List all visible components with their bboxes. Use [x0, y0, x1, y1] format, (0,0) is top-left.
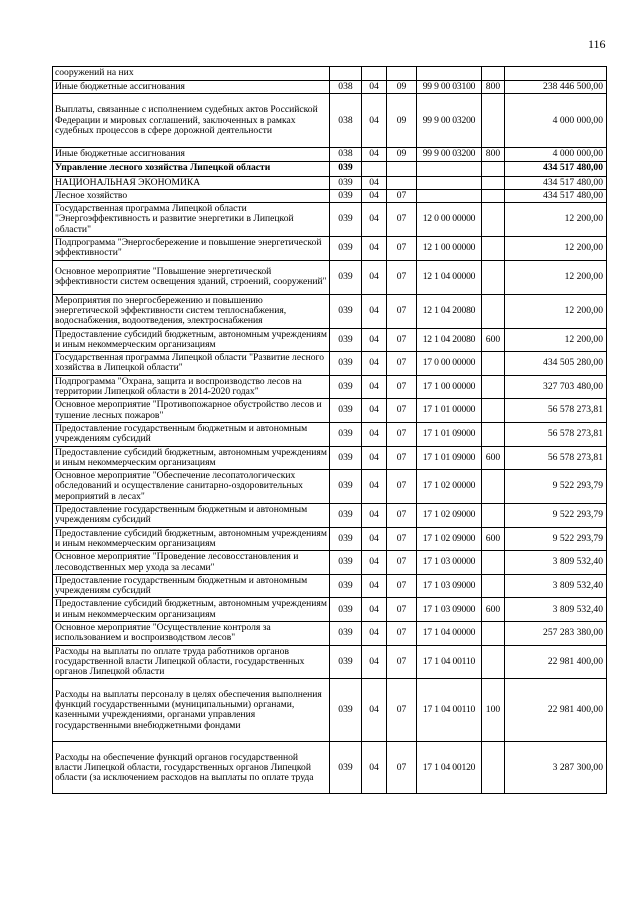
row-code-expense-type [482, 504, 505, 528]
row-sum: 9 522 293,79 [505, 504, 607, 528]
row-name: Государственная программа Липецкой области "Энергоэффективность и развитие энергетики в Липецкой области" [53, 203, 330, 237]
row-code-subsection: 07 [387, 598, 417, 622]
row-name: Предоставление субсидий бюджетным, автономным учреждениям и иным некоммерческим организациям [53, 527, 330, 551]
row-code-subsection: 07 [387, 422, 417, 446]
table-row [53, 352, 607, 376]
row-code-subsection [387, 161, 417, 176]
row-name: Государственная программа Липецкой области "Развитие лесного хозяйства в Липецкой области" [53, 352, 330, 376]
budget-table-body [53, 67, 607, 794]
row-sum: 3 809 532,40 [505, 551, 607, 575]
row-code-expense-type: 100 [482, 679, 505, 742]
row-code-department: 039 [330, 203, 362, 237]
row-name: Иные бюджетные ассигнования [53, 81, 330, 94]
row-code-department: 039 [330, 742, 362, 794]
row-code-expense-type [482, 189, 505, 202]
row-code-section: 04 [362, 375, 387, 399]
row-code-target [417, 176, 482, 189]
row-name: Основное мероприятие "Обеспечение лесопатологических обследований и осуществление санитарно-оздоровительных мероприятий в лесах" [53, 470, 330, 504]
table-row [53, 94, 607, 148]
row-sum: 4 000 000,00 [505, 148, 607, 161]
row-name: Выплаты, связанные с исполнением судебных актов Российской Федерации и мировых соглашений, заключенных в рамках судебных процессов в сфере дорожной деятельности [53, 94, 330, 148]
row-code-section: 04 [362, 237, 387, 261]
row-sum: 3 287 300,00 [505, 742, 607, 794]
row-code-subsection: 07 [387, 574, 417, 598]
row-code-section: 04 [362, 551, 387, 575]
row-code-section: 04 [362, 399, 387, 423]
row-code-target: 17 1 01 00000 [417, 399, 482, 423]
row-code-target: 17 1 04 00110 [417, 645, 482, 679]
row-sum: 12 200,00 [505, 260, 607, 294]
row-code-target: 17 1 03 09000 [417, 574, 482, 598]
row-code-section [362, 67, 387, 81]
row-code-subsection: 07 [387, 504, 417, 528]
row-name: Основное мероприятие "Осуществление контроля за использованием и воспроизводством лесов" [53, 621, 330, 645]
row-code-department: 039 [330, 375, 362, 399]
budget-table [52, 66, 607, 794]
row-code-department: 039 [330, 399, 362, 423]
row-code-department: 039 [330, 679, 362, 742]
row-sum: 3 809 532,40 [505, 574, 607, 598]
row-code-subsection: 07 [387, 294, 417, 328]
row-code-section: 04 [362, 260, 387, 294]
row-code-department: 039 [330, 422, 362, 446]
table-row [53, 527, 607, 551]
row-code-subsection: 07 [387, 446, 417, 470]
row-code-section [362, 161, 387, 176]
row-code-target: 17 1 02 09000 [417, 527, 482, 551]
table-row [53, 328, 607, 352]
row-code-subsection: 07 [387, 621, 417, 645]
row-code-section: 04 [362, 422, 387, 446]
row-code-target: 17 1 04 00000 [417, 621, 482, 645]
row-code-expense-type: 600 [482, 527, 505, 551]
table-row [53, 203, 607, 237]
row-code-target: 12 1 00 00000 [417, 237, 482, 261]
row-code-expense-type: 600 [482, 598, 505, 622]
row-name: НАЦИОНАЛЬНАЯ ЭКОНОМИКА [53, 176, 330, 189]
row-name: Предоставление государственным бюджетным и автономным учреждениям субсидий [53, 574, 330, 598]
row-code-expense-type [482, 352, 505, 376]
row-code-target: 99 9 00 03200 [417, 94, 482, 148]
row-code-department [330, 67, 362, 81]
row-code-section: 04 [362, 148, 387, 161]
row-name: Основное мероприятие "Противопожарное обустройство лесов и тушение лесных пожаров" [53, 399, 330, 423]
table-row [53, 237, 607, 261]
row-name: Основное мероприятие "Проведение лесовосстановления и лесоводственных мер ухода за лесами" [53, 551, 330, 575]
row-code-department: 039 [330, 574, 362, 598]
table-row [53, 645, 607, 679]
table-row [53, 189, 607, 202]
row-code-expense-type [482, 260, 505, 294]
row-code-section: 04 [362, 203, 387, 237]
row-code-target: 17 1 04 00110 [417, 679, 482, 742]
row-code-subsection: 07 [387, 189, 417, 202]
row-code-subsection [387, 67, 417, 81]
row-name: сооружений на них [53, 67, 330, 81]
row-code-target: 17 1 01 09000 [417, 446, 482, 470]
row-code-section: 04 [362, 742, 387, 794]
row-code-subsection: 07 [387, 237, 417, 261]
row-sum: 434 505 280,00 [505, 352, 607, 376]
row-code-section: 04 [362, 621, 387, 645]
row-code-subsection: 07 [387, 645, 417, 679]
row-sum: 12 200,00 [505, 237, 607, 261]
row-code-section: 04 [362, 527, 387, 551]
table-row [53, 446, 607, 470]
row-code-target: 17 1 02 09000 [417, 504, 482, 528]
row-code-expense-type [482, 176, 505, 189]
row-code-target: 17 1 00 00000 [417, 375, 482, 399]
row-code-section: 04 [362, 470, 387, 504]
table-row [53, 679, 607, 742]
row-code-department: 039 [330, 551, 362, 575]
row-code-section: 04 [362, 81, 387, 94]
row-sum: 434 517 480,00 [505, 189, 607, 202]
table-row [53, 504, 607, 528]
row-code-target: 17 0 00 00000 [417, 352, 482, 376]
row-code-department: 039 [330, 598, 362, 622]
row-sum: 12 200,00 [505, 203, 607, 237]
row-code-department: 039 [330, 161, 362, 176]
row-name: Лесное хозяйство [53, 189, 330, 202]
row-code-subsection: 07 [387, 551, 417, 575]
table-row [53, 161, 607, 176]
row-code-department: 039 [330, 645, 362, 679]
row-code-section: 04 [362, 94, 387, 148]
row-code-expense-type [482, 621, 505, 645]
row-name: Предоставление субсидий бюджетным, автономным учреждениям и иным некоммерческим организациям [53, 598, 330, 622]
row-sum [505, 67, 607, 81]
row-code-expense-type [482, 67, 505, 81]
row-code-section: 04 [362, 504, 387, 528]
row-code-department: 039 [330, 352, 362, 376]
row-code-expense-type [482, 470, 505, 504]
row-name: Предоставление субсидий бюджетным, автономным учреждениям и иным некоммерческим организациям [53, 328, 330, 352]
row-sum: 9 522 293,79 [505, 470, 607, 504]
table-row [53, 621, 607, 645]
row-code-section: 04 [362, 574, 387, 598]
row-code-department: 039 [330, 189, 362, 202]
row-code-department: 039 [330, 260, 362, 294]
row-code-section: 04 [362, 176, 387, 189]
row-code-department: 039 [330, 504, 362, 528]
table-row [53, 470, 607, 504]
page-number: 116 [588, 37, 606, 51]
table-row [53, 375, 607, 399]
row-sum: 9 522 293,79 [505, 527, 607, 551]
row-code-expense-type [482, 294, 505, 328]
row-code-subsection: 07 [387, 679, 417, 742]
row-code-target: 17 1 03 00000 [417, 551, 482, 575]
row-code-department: 039 [330, 446, 362, 470]
table-row [53, 67, 607, 81]
row-name: Управление лесного хозяйства Липецкой области [53, 161, 330, 176]
row-sum: 434 517 480,00 [505, 176, 607, 189]
row-code-subsection: 09 [387, 148, 417, 161]
row-code-target: 99 9 00 03200 [417, 148, 482, 161]
row-code-subsection: 07 [387, 260, 417, 294]
table-row [53, 422, 607, 446]
row-code-expense-type [482, 574, 505, 598]
row-code-section: 04 [362, 645, 387, 679]
row-sum: 22 981 400,00 [505, 679, 607, 742]
row-code-target: 12 0 00 00000 [417, 203, 482, 237]
row-code-department: 039 [330, 294, 362, 328]
row-name: Предоставление государственным бюджетным и автономным учреждениям субсидий [53, 504, 330, 528]
row-name: Расходы на выплаты по оплате труда работников органов государственной власти Липецкой области, государственных органов Липецкой области [53, 645, 330, 679]
row-code-target [417, 161, 482, 176]
row-code-subsection: 07 [387, 527, 417, 551]
row-code-section: 04 [362, 294, 387, 328]
row-sum: 434 517 480,00 [505, 161, 607, 176]
row-code-expense-type [482, 203, 505, 237]
row-name: Расходы на выплаты персоналу в целях обеспечения выполнения функций государственными (муниципальными) органами, казенными учреждениями, органами управления государственными внебюджетными фондами [53, 679, 330, 742]
row-code-subsection: 07 [387, 375, 417, 399]
row-code-section: 04 [362, 352, 387, 376]
row-name: Подпрограмма "Энергосбережение и повышение энергетической эффективности" [53, 237, 330, 261]
row-code-department: 039 [330, 527, 362, 551]
row-code-subsection: 07 [387, 352, 417, 376]
table-row [53, 574, 607, 598]
table-row [53, 742, 607, 794]
row-sum: 3 809 532,40 [505, 598, 607, 622]
row-code-target [417, 67, 482, 81]
row-code-section: 04 [362, 189, 387, 202]
table-row [53, 551, 607, 575]
row-code-target: 12 1 04 20080 [417, 294, 482, 328]
row-code-subsection: 07 [387, 328, 417, 352]
table-row [53, 260, 607, 294]
row-code-department: 039 [330, 328, 362, 352]
row-name: Иные бюджетные ассигнования [53, 148, 330, 161]
row-code-target: 17 1 02 00000 [417, 470, 482, 504]
row-sum: 327 703 480,00 [505, 375, 607, 399]
row-code-subsection: 07 [387, 470, 417, 504]
row-code-expense-type [482, 375, 505, 399]
row-code-subsection: 07 [387, 203, 417, 237]
row-code-section: 04 [362, 328, 387, 352]
row-code-subsection: 09 [387, 81, 417, 94]
row-sum: 257 283 380,00 [505, 621, 607, 645]
row-code-expense-type [482, 422, 505, 446]
row-code-target [417, 189, 482, 202]
row-code-subsection: 09 [387, 94, 417, 148]
row-code-subsection [387, 176, 417, 189]
row-code-expense-type [482, 645, 505, 679]
table-row [53, 294, 607, 328]
row-code-department: 038 [330, 81, 362, 94]
row-name: Основное мероприятие "Повышение энергетической эффективности систем освещения зданий, строений, сооружений" [53, 260, 330, 294]
row-sum: 56 578 273,81 [505, 422, 607, 446]
row-code-expense-type: 800 [482, 81, 505, 94]
row-sum: 4 000 000,00 [505, 94, 607, 148]
table-row [53, 176, 607, 189]
row-code-section: 04 [362, 679, 387, 742]
row-name: Предоставление субсидий бюджетным, автономным учреждениям и иным некоммерческим организациям [53, 446, 330, 470]
row-code-section: 04 [362, 598, 387, 622]
row-code-expense-type: 600 [482, 328, 505, 352]
table-row [53, 148, 607, 161]
row-code-expense-type [482, 94, 505, 148]
row-sum: 56 578 273,81 [505, 446, 607, 470]
row-code-expense-type: 800 [482, 148, 505, 161]
row-name: Расходы на обеспечение функций органов государственной власти Липецкой области, государственных органов Липецкой области (за исключением расходов на выплаты по оплате труда [53, 742, 330, 794]
row-code-department: 039 [330, 470, 362, 504]
row-code-target: 99 9 00 03100 [417, 81, 482, 94]
row-code-target: 12 1 04 20080 [417, 328, 482, 352]
row-code-department: 039 [330, 621, 362, 645]
row-sum: 22 981 400,00 [505, 645, 607, 679]
row-name: Предоставление государственным бюджетным и автономным учреждениям субсидий [53, 422, 330, 446]
row-code-department: 039 [330, 237, 362, 261]
row-code-department: 038 [330, 148, 362, 161]
table-row [53, 399, 607, 423]
row-name: Подпрограмма "Охрана, защита и воспроизводство лесов на территории Липецкой области в 2014-2020 годах" [53, 375, 330, 399]
row-sum: 56 578 273,81 [505, 399, 607, 423]
row-code-expense-type [482, 399, 505, 423]
row-code-expense-type [482, 551, 505, 575]
row-sum: 12 200,00 [505, 328, 607, 352]
row-name: Мероприятия по энергосбережению и повышению энергетической эффективности систем теплоснабжения, водоснабжения, водоотведения, электроснабжения [53, 294, 330, 328]
row-sum: 238 446 500,00 [505, 81, 607, 94]
row-code-subsection: 07 [387, 742, 417, 794]
row-code-expense-type [482, 161, 505, 176]
table-row [53, 598, 607, 622]
row-code-expense-type [482, 237, 505, 261]
row-code-expense-type [482, 742, 505, 794]
table-row [53, 81, 607, 94]
row-code-department: 039 [330, 176, 362, 189]
row-sum: 12 200,00 [505, 294, 607, 328]
row-code-target: 17 1 04 00120 [417, 742, 482, 794]
row-code-target: 12 1 04 00000 [417, 260, 482, 294]
row-code-target: 17 1 03 09000 [417, 598, 482, 622]
row-code-department: 038 [330, 94, 362, 148]
row-code-subsection: 07 [387, 399, 417, 423]
row-code-target: 17 1 01 09000 [417, 422, 482, 446]
row-code-expense-type: 600 [482, 446, 505, 470]
row-code-section: 04 [362, 446, 387, 470]
